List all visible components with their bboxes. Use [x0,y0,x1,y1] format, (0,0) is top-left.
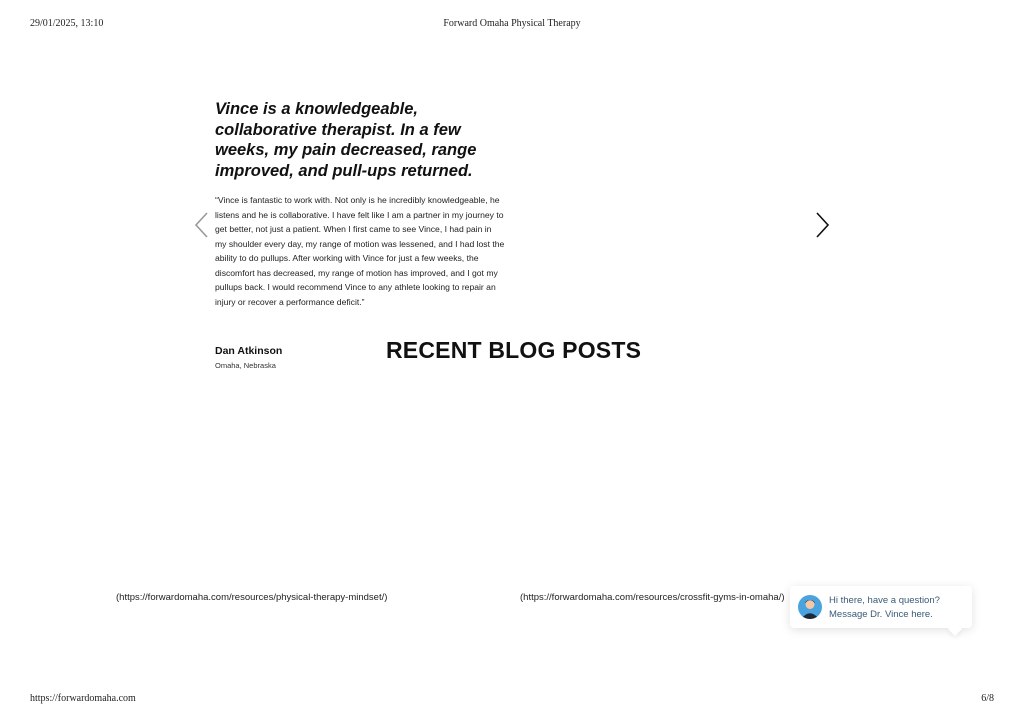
print-page-title: Forward Omaha Physical Therapy [443,18,581,29]
recent-blog-posts-heading: RECENT BLOG POSTS [386,337,642,363]
print-datetime: 29/01/2025, 13:10 [30,18,104,29]
testimonial-location: Omaha, Nebraska [215,361,276,370]
blog-post-link-physical-therapy-mindset[interactable]: (https://forwardomaha.com/resources/physical-therapy-mindset/) [116,592,388,603]
testimonial-headline: Vince is a knowledgeable, collaborative therapist. In a few weeks, my pain decreased, range improved, and pull-ups returned. [215,100,477,180]
chat-message [829,594,940,622]
person-icon [798,595,822,619]
print-header [0,18,1024,32]
testimonial-body: “Vince is fantastic to work with. Not only is he incredibly knowledgeable, he listens and he is collaborative. I have felt like I am a partner in my journey to get better, not just a patient. When I first came to see Vince, I had pain in my shoulder every day, my range of motion was lessened, and I had lost the ability to do pullups. After working with Vince for just a few weeks, the discomfort has decreased, my range of motion has improved, and I got my pullups back. I would recommend Vince to any athlete looking to repair an injury or recover a performance deficit.” [215,195,505,307]
blog-post-link-crossfit-gyms[interactable]: (https://forwardomaha.com/resources/crossfit-gyms-in-omaha/) [520,592,785,603]
chevron-right-icon [812,210,832,240]
carousel-prev-button[interactable] [192,210,212,240]
carousel-next-button[interactable] [812,210,832,240]
print-url: https://forwardomaha.com [30,693,136,704]
chevron-left-icon [192,210,212,240]
chat-bubble-tail [948,622,962,636]
print-page-number: 6/8 [981,693,994,704]
testimonial-author: Dan Atkinson [215,345,283,357]
chat-line-1: Hi there, have a question? [829,595,940,606]
testimonial-card [215,99,505,309]
chat-widget[interactable] [790,586,972,628]
chat-line-2: Message Dr. Vince here. [829,609,933,620]
print-footer [0,693,1024,707]
avatar [798,595,822,619]
